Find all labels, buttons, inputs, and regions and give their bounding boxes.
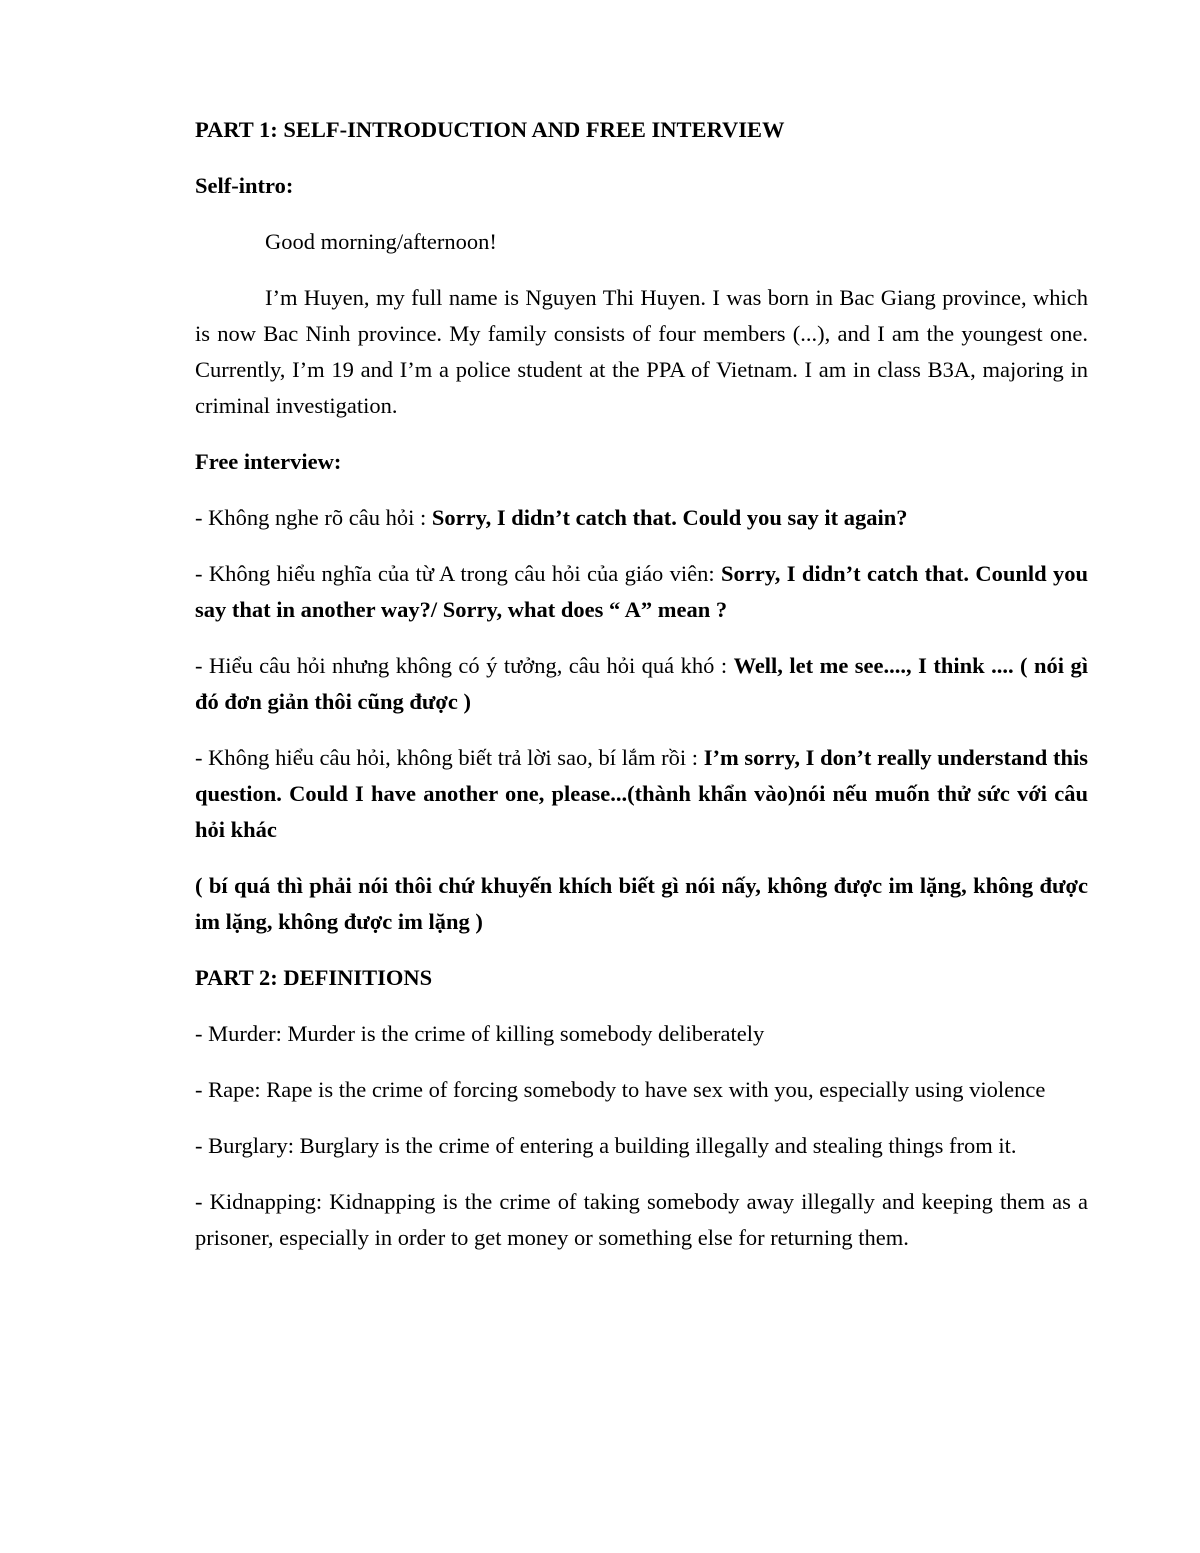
free-interview-label: Free interview: (195, 449, 342, 474)
tip-situation: - Hiểu câu hỏi nhưng không có ý tưởng, câu hỏi quá khó : (195, 653, 734, 678)
part1-heading: PART 1: SELF-INTRODUCTION AND FREE INTERVIEW (195, 117, 785, 142)
definition-item: - Rape: Rape is the crime of forcing somebody to have sex with you, especially using violence (195, 1077, 1046, 1102)
tip-situation: - Không hiểu nghĩa của từ A trong câu hỏi của giáo viên: (195, 561, 722, 586)
definition-item: - Burglary: Burglary is the crime of entering a building illegally and stealing things from it. (195, 1133, 1017, 1158)
definition-item: - Murder: Murder is the crime of killing somebody deliberately (195, 1021, 765, 1046)
tip-situation: - Không hiểu câu hỏi, không biết trả lời sao, bí lắm rồi : (195, 745, 704, 770)
tip-response: Sorry, I didn’t catch that. Could you say it again? (431, 505, 908, 530)
document-page (195, 112, 1088, 1276)
intro-paragraph: I’m Huyen, my full name is Nguyen Thi Huyen. I was born in Bac Giang province, which is now Bac Ninh province. My family consists of four members (...), and I am the youngest one. Currently, I’m 19 and I’m a police student at the PPA of Vietnam. I am in class B3A, majoring in criminal investigation. (195, 285, 1088, 418)
tip-item (195, 740, 1088, 848)
definition-item: - Kidnapping: Kidnapping is the crime of taking somebody away illegally and keeping them as a prisoner, especially in order to get money or something else for returning them. (195, 1189, 1088, 1250)
tip-item (195, 648, 1088, 720)
part2-heading: PART 2: DEFINITIONS (195, 965, 433, 990)
tip-response: I’m sorry, I don’t really understand this question. Could I have another one, please...(thành khẩn vào)nói nếu muốn thử sức với câu hỏi khác (195, 745, 1088, 842)
silence-warning: ( bí quá thì phải nói thôi chứ khuyến khích biết gì nói nấy, không được im lặng, không được im lặng, không được im lặng ) (195, 873, 1088, 934)
tip-item (195, 500, 1088, 536)
tip-item (195, 556, 1088, 628)
greeting: Good morning/afternoon! (265, 229, 497, 254)
self-intro-label: Self-intro: (195, 173, 294, 198)
tip-response: Well, let me see...., I think .... ( nói gì đó đơn giản thôi cũng được ) (195, 653, 1088, 714)
tip-response: Sorry, I didn’t catch that. Counld you say that in another way?/ Sorry, what does “ A” mean ? (195, 561, 1088, 622)
tip-situation: - Không nghe rõ câu hỏi : (195, 505, 432, 530)
